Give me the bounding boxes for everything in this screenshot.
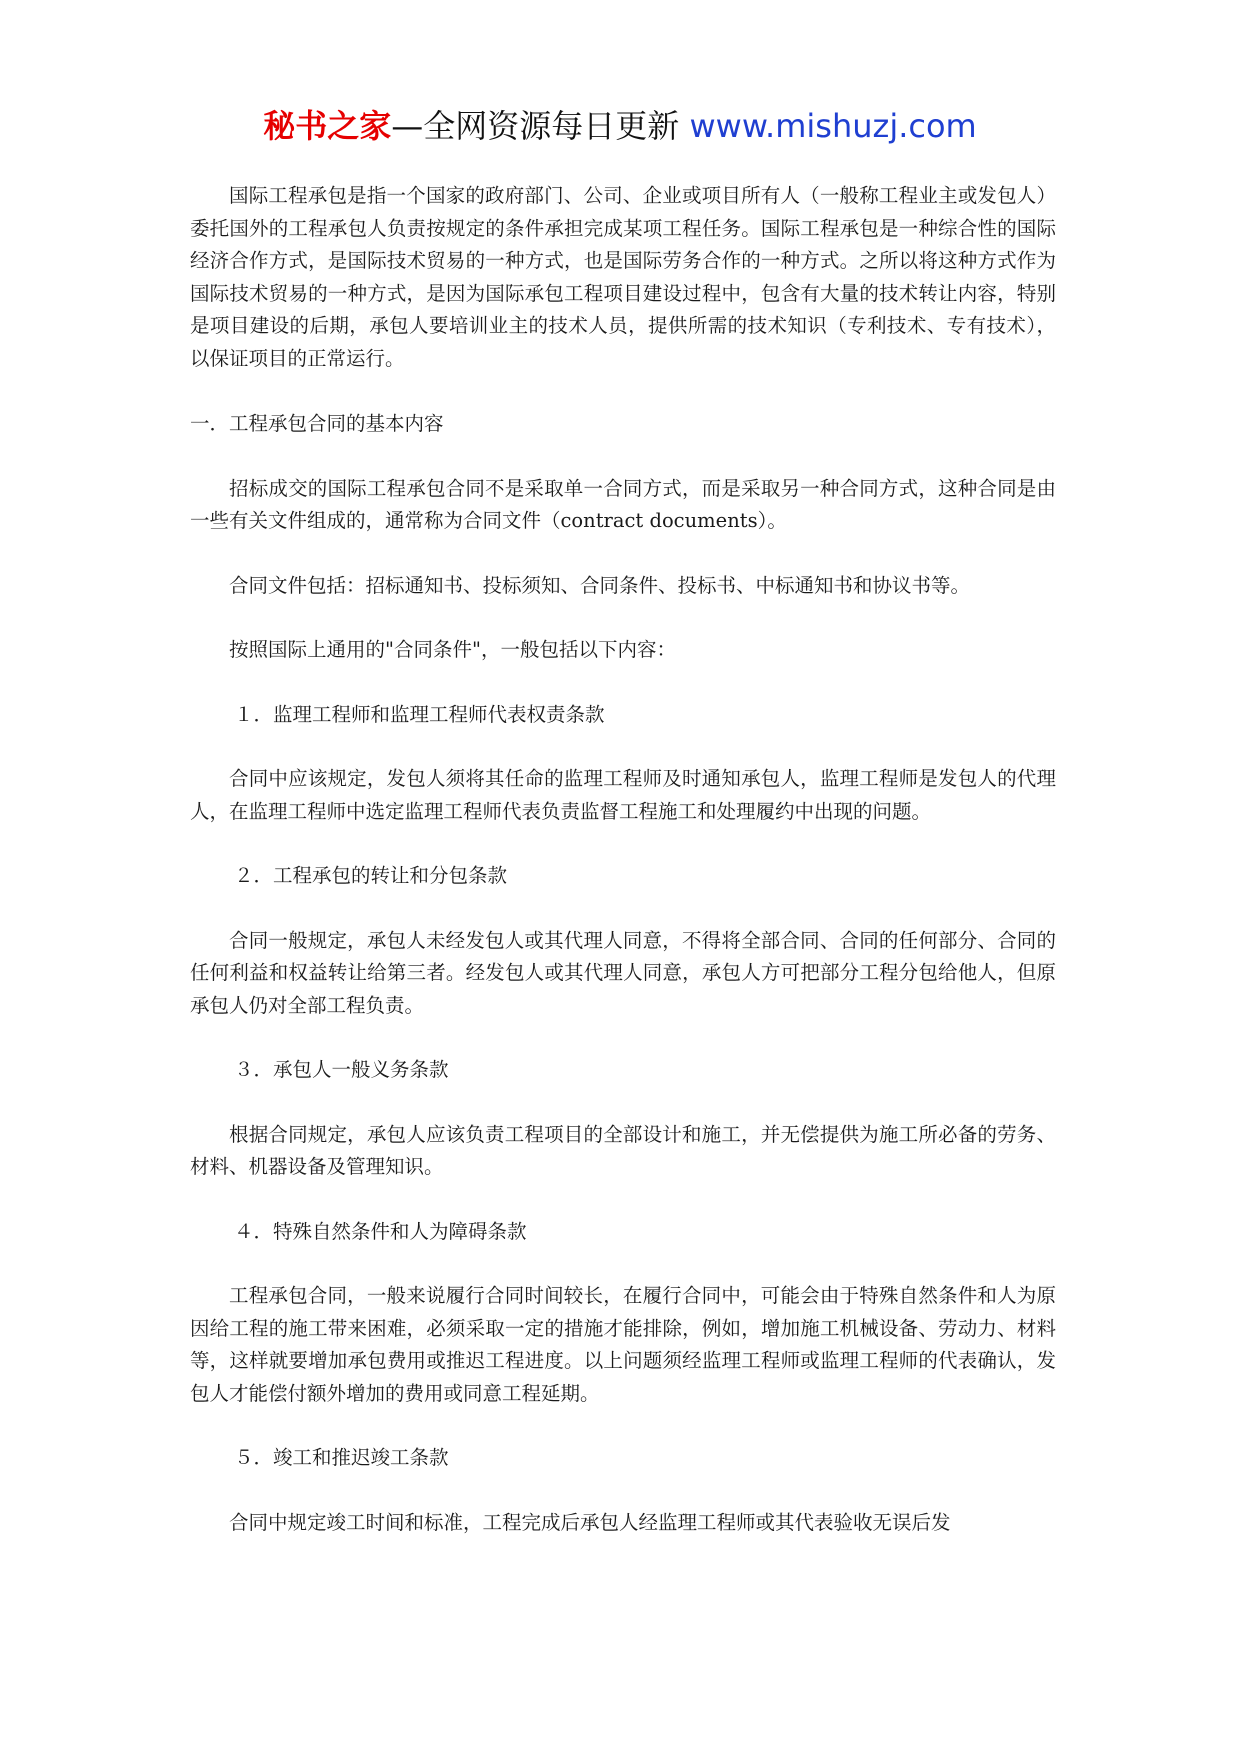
intro-paragraph: 国际工程承包是指一个国家的政府部门、公司、企业或项目所有人（一般称工程业主或发包人）委托国外的工程承包人负责按规定的条件承担完成某项工程任务。国际工程承包是一种综合性的国际经济合作方式，是国际技术贸易的一种方式，也是国际劳务合作的一种方式。之所以将这种方式作为国际技术贸易的一种方式，是因为国际承包工程项目建设过程中，包含有大量的技术转让内容，特别是项目建设的后期，承包人要培训业主的技术人员，提供所需的技术知识（专利技术、专有技术），以保证项目的正常运行。 xyxy=(190,184,1056,370)
clause-paragraph: 合同中应该规定，发包人须将其任命的监理工程师及时通知承包人，监理工程师是发包人的代理人，在监理工程师中选定监理工程师代表负责监督工程施工和处理履约中出现的问题。 xyxy=(190,767,1056,823)
paragraph-contract-form: 招标成交的国际工程承包合同不是采取单一合同方式，而是采取另一种合同方式，这种合同是由一些有关文件组成的，通常称为合同文件（contract documents）。 xyxy=(190,476,1056,532)
clause-paragraph: 工程承包合同，一般来说履行合同时间较长，在履行合同中，可能会由于特殊自然条件和人为原因给工程的施工带来困难，必须采取一定的措施才能排除，例如，增加施工机械设备、劳动力、材料等，这样就要增加承包费用或推迟工程进度。以上问题须经监理工程师或监理工程师的代表确认，发包人才能偿付额外增加的费用或同意工程延期。 xyxy=(190,1284,1056,1405)
section-heading: 一．工程承包合同的基本内容 xyxy=(190,411,444,435)
clause-heading: １．监理工程师和监理工程师代表权责条款 xyxy=(234,702,605,726)
clause-paragraph: 合同中规定竣工时间和标准，工程完成后承包人经监理工程师或其代表验收无误后发 xyxy=(229,1510,951,1534)
paragraph-contract-conditions: 按照国际上通用的"合同条件"，一般包括以下内容： xyxy=(229,638,676,661)
brand-name: 秘书之家 xyxy=(263,107,392,145)
clause-paragraph: 合同一般规定，承包人未经发包人或其代理人同意，不得将全部合同、合同的任何部分、合同的任何利益和权益转让给第三者。经发包人或其代理人同意，承包人方可把部分工程分包给他人，但原承包人仍对全部工程负责。 xyxy=(190,928,1056,1017)
clause-heading: ５．竣工和推迟竣工条款 xyxy=(234,1446,449,1469)
header-tagline: —全网资源每日更新 xyxy=(391,107,690,145)
clause-heading: ２．工程承包的转让和分包条款 xyxy=(234,864,508,887)
site-link[interactable]: www.mishuzj.com xyxy=(689,107,977,145)
clause-paragraph: 根据合同规定，承包人应该负责工程项目的全部设计和施工，并无偿提供为施工所必备的劳务、材料、机器设备及管理知识。 xyxy=(190,1122,1056,1178)
page-header xyxy=(0,104,1240,148)
clause-heading: ４．特殊自然条件和人为障碍条款 xyxy=(234,1219,527,1243)
paragraph-contract-documents: 合同文件包括：招标通知书、投标须知、合同条件、投标书、中标通知书和协议书等。 xyxy=(229,573,971,597)
document-body xyxy=(190,180,1056,1539)
clause-heading: ３．承包人一般义务条款 xyxy=(234,1058,449,1081)
